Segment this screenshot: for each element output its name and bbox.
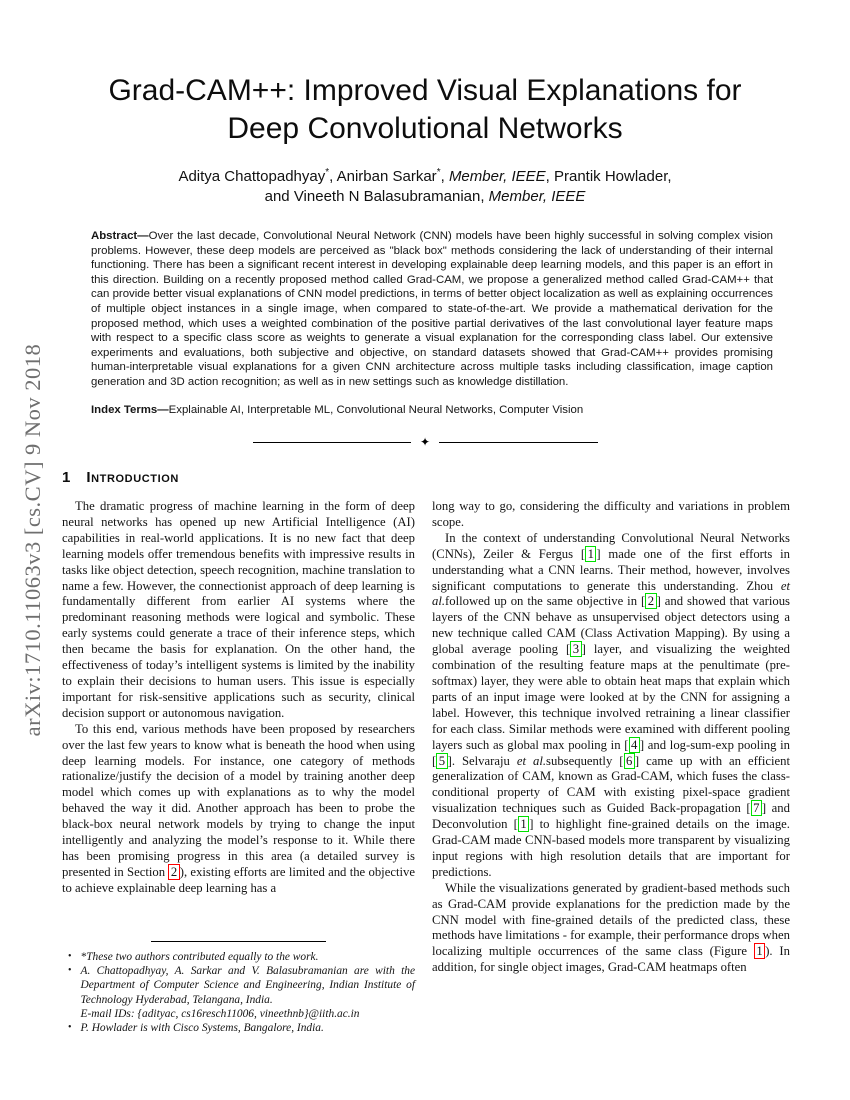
- abstract-label: Abstract—: [91, 230, 149, 242]
- author-line1: Aditya Chattopadhyay*, Anirban Sarkar*, Member, IEEE, Prantik Howlader,: [178, 167, 672, 185]
- citation-link[interactable]: 3: [570, 641, 581, 657]
- paper-title-line2: Deep Convolutional Networks: [227, 112, 623, 145]
- main-content: [0, 436, 850, 976]
- footnote-text: P. Howlader is with Cisco Systems, Bangalore, India.: [80, 1022, 324, 1035]
- citation-link[interactable]: 6: [624, 753, 635, 769]
- italic-text: Member, IEEE: [488, 187, 586, 205]
- paragraph: In the context of understanding Convolutional Neural Networks (CNNs), Zeiler & Fergus [ 1 ] made one of the first efforts in understanding what a CNN learns. Their method, however, involves significant computations to generate this understanding. Zhou et al.followed up on the same objective in [ 2 ] and showed that various layers of the CNN behave as unsupervised object detectors using a new technique called CAM (Class Activation Mapping). By using a global average pooling [ 3 ] layer, and visualizing the weighted combination of the resulting feature maps at the penultimate (pre-softmax) layer, they were able to obtain heat maps that explain which parts of an input image were looked at by the CNN for assigning a label. However, this technique involved retraining a linear classifier for each class. Similar methods were examined with different pooling layers such as global max pooling in [ 4 ] and log-sum-exp pooling in [ 5 ]. Selvaraju et al.subsequently [ 6 ] came up with an efficient generalization of CAM, known as Grad-CAM, which fuses the class-conditional property of CAM with existing pixel-space gradient visualization techniques such as Guided Back-propagation [ 7 ] and Deconvolution [ 1 ] to highlight fine-grained details on the image. Grad-CAM made CNN-based models more transparent by visualizing input regions with high resolution details that are important for predictions.: [432, 530, 790, 879]
- citation-link[interactable]: 7: [751, 800, 762, 816]
- citation-link[interactable]: 1: [585, 546, 596, 562]
- paragraph: To this end, various methods have been proposed by researchers over the last few years to know what is beneath the hood when using deep learning models. For instance, one category of methods rationalize/justify the decision of a model by training another deep model which comes up with explanations as to why the model behaved the way it did. Another approach has been to probe the black-box neural network models by trying to change the input intelligently and analyzing the model’s response to it. While there has been promising progress in this area (a detailed survey is presented in Section 2 ), existing efforts are limited and the objective to achieve explainable deep learning has a: [62, 721, 415, 895]
- bullet-icon: •: [68, 1022, 72, 1034]
- cross-reference-link[interactable]: 2: [168, 864, 179, 880]
- footnote-item: [62, 1021, 415, 1035]
- author-list: [0, 163, 850, 206]
- front-matter: [91, 229, 773, 417]
- footnote-block: [62, 941, 415, 1035]
- abstract-text: Over the last decade, Convolutional Neural Network (CNN) models have been highly successful in solving complex vision problems. However, these deep models are perceived as "black box" methods considering the lack of understanding of their internal functioning. There has been a significant recent interest in developing explainable deep learning models, and this paper is an effort in this direction. Building on a recently proposed method called Grad-CAM, we propose a generalized method called Grad-CAM++ that can provide better visual explanations of CNN model predictions, in terms of better object localization as well as explaining occurrences of multiple object instances in a single image, when compared to state-of-the-art. We provide a mathematical derivation for the proposed method, which uses a weighted combination of the positive partial derivatives of the last convolutional layer feature maps with respect to a specific class score as weights to generate a visual explanation for the corresponding class label. Our extensive experiments and evaluations, both subjective and objective, on standard datasets showed that Grad-CAM++ provides promising human-interpretable visual explanations for a given CNN architecture across multiple tasks including classification, image caption generation and 3D action recognition; as well as in new settings such as knowledge distillation.: [91, 230, 773, 388]
- footnote-rule: [151, 941, 326, 942]
- column-left: [62, 499, 415, 976]
- section-number: 1: [62, 469, 71, 486]
- footnote-item: [62, 964, 415, 1021]
- paragraph: The dramatic progress of machine learning in the form of deep neural networks has opened up new Artificial Intelligence (AI) capabilities in real-world applications. It is no new fact that deep learning models offer tremendous benefits with impressive results in tasks like object detection, speech recognition, machine translation to name a few. However, the connectionist approach of deep learning is fundamentally different from earlier AI systems where the predominant reasoning methods were logical and symbolic. These early systems could generate a trace of their inference steps, which then became the basis for explanation. On the other hand, the effectiveness of today’s intelligent systems is limited by the inability to explain their decisions to human users. This issue is especially important for risk-sensitive applications such as security, clinical decision support or autonomous navigation.: [62, 499, 415, 720]
- paper-title-line1: Grad-CAM++: Improved Visual Explanations for: [108, 74, 742, 107]
- paragraph: While the visualizations generated by gradient-based methods such as Grad-CAM provide explanations for the prediction made by the CNN model with fine-grained details of the predicted class, these methods have limitations - for example, their performance drops when localizing multiple occurrences of the same class (Figure 1 ). In addition, for single object images, Grad-CAM heatmaps often: [432, 880, 791, 975]
- section-title: Introduction: [86, 469, 179, 486]
- author-footnote-marker: *: [325, 167, 330, 178]
- citation-link[interactable]: 1: [518, 816, 529, 832]
- column-right: [432, 499, 790, 976]
- section-heading-introduction: [62, 469, 850, 487]
- citation-link[interactable]: 2: [645, 593, 656, 609]
- footnote-list: [62, 950, 415, 1035]
- paragraph: long way to go, considering the difficulty and variations in problem scope.: [432, 499, 790, 529]
- separator-line-right: [439, 442, 597, 443]
- footnote-item: [62, 950, 415, 964]
- italic-text: Member, IEEE: [448, 168, 546, 185]
- separator-line-left: [253, 442, 411, 443]
- paper-title: [0, 72, 850, 148]
- cross-reference-link[interactable]: 1: [754, 943, 765, 959]
- bullet-icon: •: [68, 951, 72, 962]
- index-terms-label: Index Terms—: [91, 403, 169, 416]
- citation-link[interactable]: 5: [436, 753, 447, 769]
- arxiv-watermark: arXiv:1710.11063v3 [cs.CV] 9 Nov 2018: [20, 343, 45, 737]
- footnote-text: *These two authors contributed equally to the work.: [80, 951, 319, 963]
- author-footnote-marker: *: [436, 167, 441, 178]
- two-column-body: [62, 499, 850, 976]
- author-line2: and Vineeth N Balasubramanian, Member, IEEE: [264, 187, 586, 205]
- index-terms: [91, 403, 773, 418]
- italic-text: et al.: [516, 753, 547, 768]
- abstract: [91, 229, 773, 390]
- diamond-icon: ✦: [419, 435, 431, 449]
- section-separator: [253, 436, 598, 448]
- citation-link[interactable]: 4: [629, 737, 640, 753]
- footnote-text: A. Chattopadhyay, A. Sarkar and V. Balasubramanian are with the Department of Computer Science and Engineering, Indian Institute of Technology Hyderabad, Telangana, India. E-mail IDs: {adityac, cs16resch11006, vineethnb}@iith.ac.in: [80, 965, 415, 1020]
- italic-text: et al.: [432, 578, 790, 609]
- index-terms-text: Explainable AI, Interpretable ML, Convolutional Neural Networks, Computer Vision: [168, 403, 584, 416]
- bullet-icon: •: [68, 965, 72, 977]
